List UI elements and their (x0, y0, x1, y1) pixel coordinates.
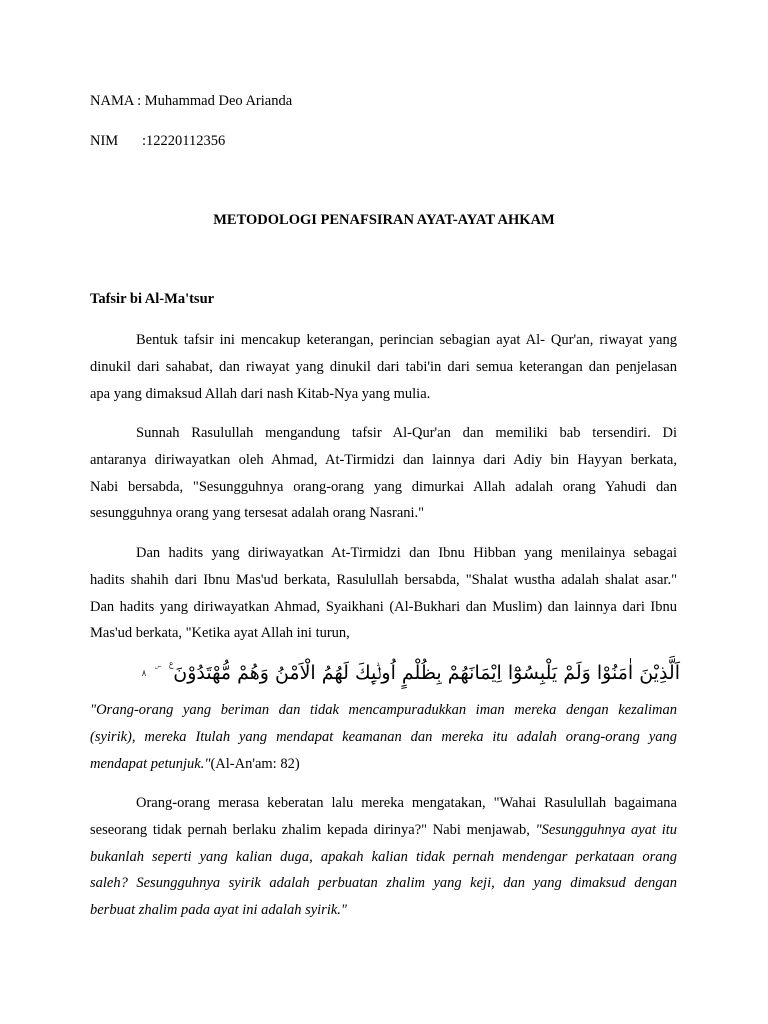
paragraph-line: Sunnah Rasulullah mengandung tafsir Al-Qur'an dan memiliki bab tersendiri. Di (136, 425, 677, 441)
paragraph-line: hadits shahih dari Ibnu Mas'ud berkata, Rasulullah bersabda, "Shalat wustha adalah shalat asar." (90, 571, 677, 588)
paragraph-line: sesungguhnya orang yang tersesat adalah orang Nasrani." (90, 505, 425, 522)
arabic-verse-text: اَلَّذِيْنَ اٰمَنُوْا وَلَمْ يَلْبِسُوْٓا اِيْمَانَهُمْ بِظُلْمٍ اُولٰۤىِٕكَ لَهُمُ الْاَمْنُ وَهُمْ مُّهْتَدُوْنَ ࣖ (168, 662, 680, 684)
paragraph-2 (90, 420, 677, 527)
hadith-quote-text: "Sesungguhnya ayat itu (535, 821, 678, 838)
paragraph-line: Nabi bersabda, "Sesungguhnya orang-orang yang dimurkai Allah adalah orang Yahudi dan (90, 478, 677, 495)
hadith-quote-line: bukanlah seperti yang kalian duga, apakah kalian tidak pernah mendengar perkataan orang (90, 848, 677, 865)
verse-number-mark: ٨ (141, 668, 147, 679)
paragraph-line: Mas'ud berkata, "Ketika ayat Allah ini turun, (90, 625, 350, 642)
hadith-quote-line: saleh? Sesungguhnya syirik adalah perbuatan zhalim yang keji, dan yang dimaksud dengan (90, 875, 677, 892)
document-title: METODOLOGI PENAFSIRAN AYAT-AYAT AHKAM (213, 212, 555, 228)
verse-translation (90, 697, 677, 777)
student-nim (90, 133, 225, 150)
paragraph-line (90, 817, 677, 844)
student-name: NAMA : Muhammad Deo Arianda (90, 93, 293, 109)
nim-value: :12220112356 (142, 133, 226, 149)
paragraph-line: Dan hadits yang diriwayatkan Ahmad, Syaikhani (Al-Bukhari dan Muslim) dan lainnya dari Ibnu (90, 598, 677, 615)
paragraph-line: Bentuk tafsir ini mencakup keterangan, perincian sebagian ayat Al- Qur'an, riwayat yang (136, 332, 677, 348)
nim-label: NIM (90, 133, 119, 149)
verse-reference: (Al-An'am: 82) (210, 755, 300, 772)
paragraph-text: seseorang tidak pernah berlaku zhalim kepada dirinya?" Nabi menjawab, (90, 821, 536, 838)
paragraph-3 (90, 540, 677, 647)
paragraph-line: dinukil dari sahabat, dan riwayat yang dinukil dari tabi'in dari semua keterangan dan penjelasan (90, 358, 677, 375)
paragraph-line: Orang-orang merasa keberatan lalu mereka mengatakan, "Wahai Rasulullah bagaimana (136, 795, 677, 811)
paragraph-line: Dan hadits yang diriwayatkan At-Tirmidzi dan Ibnu Hibban yang menilainya sebagai (136, 545, 677, 561)
paragraph-1 (90, 327, 677, 407)
translation-line: (syirik), mereka Itulah yang mendapat keamanan dan mereka itu adalah orang-orang yang (90, 728, 677, 745)
paragraph-5 (90, 790, 677, 924)
section-heading: Tafsir bi Al-Ma'tsur (90, 291, 215, 307)
translation-line: mendapat petunjuk." (90, 755, 211, 772)
paragraph-line: antaranya diriwayatkan oleh Ahmad, At-Tirmidzi dan lainnya dari Adiy bin Hayyan berkata, (90, 451, 677, 468)
translation-line: "Orang-orang yang beriman dan tidak mencampuradukkan iman mereka dengan kezaliman (90, 702, 677, 718)
paragraph-line: apa yang dimaksud Allah dari nash Kitab-Nya yang mulia. (90, 385, 431, 402)
hadith-quote-line: berbuat zhalim pada ayat ini adalah syirik." (90, 902, 348, 919)
quran-verse (141, 656, 680, 690)
